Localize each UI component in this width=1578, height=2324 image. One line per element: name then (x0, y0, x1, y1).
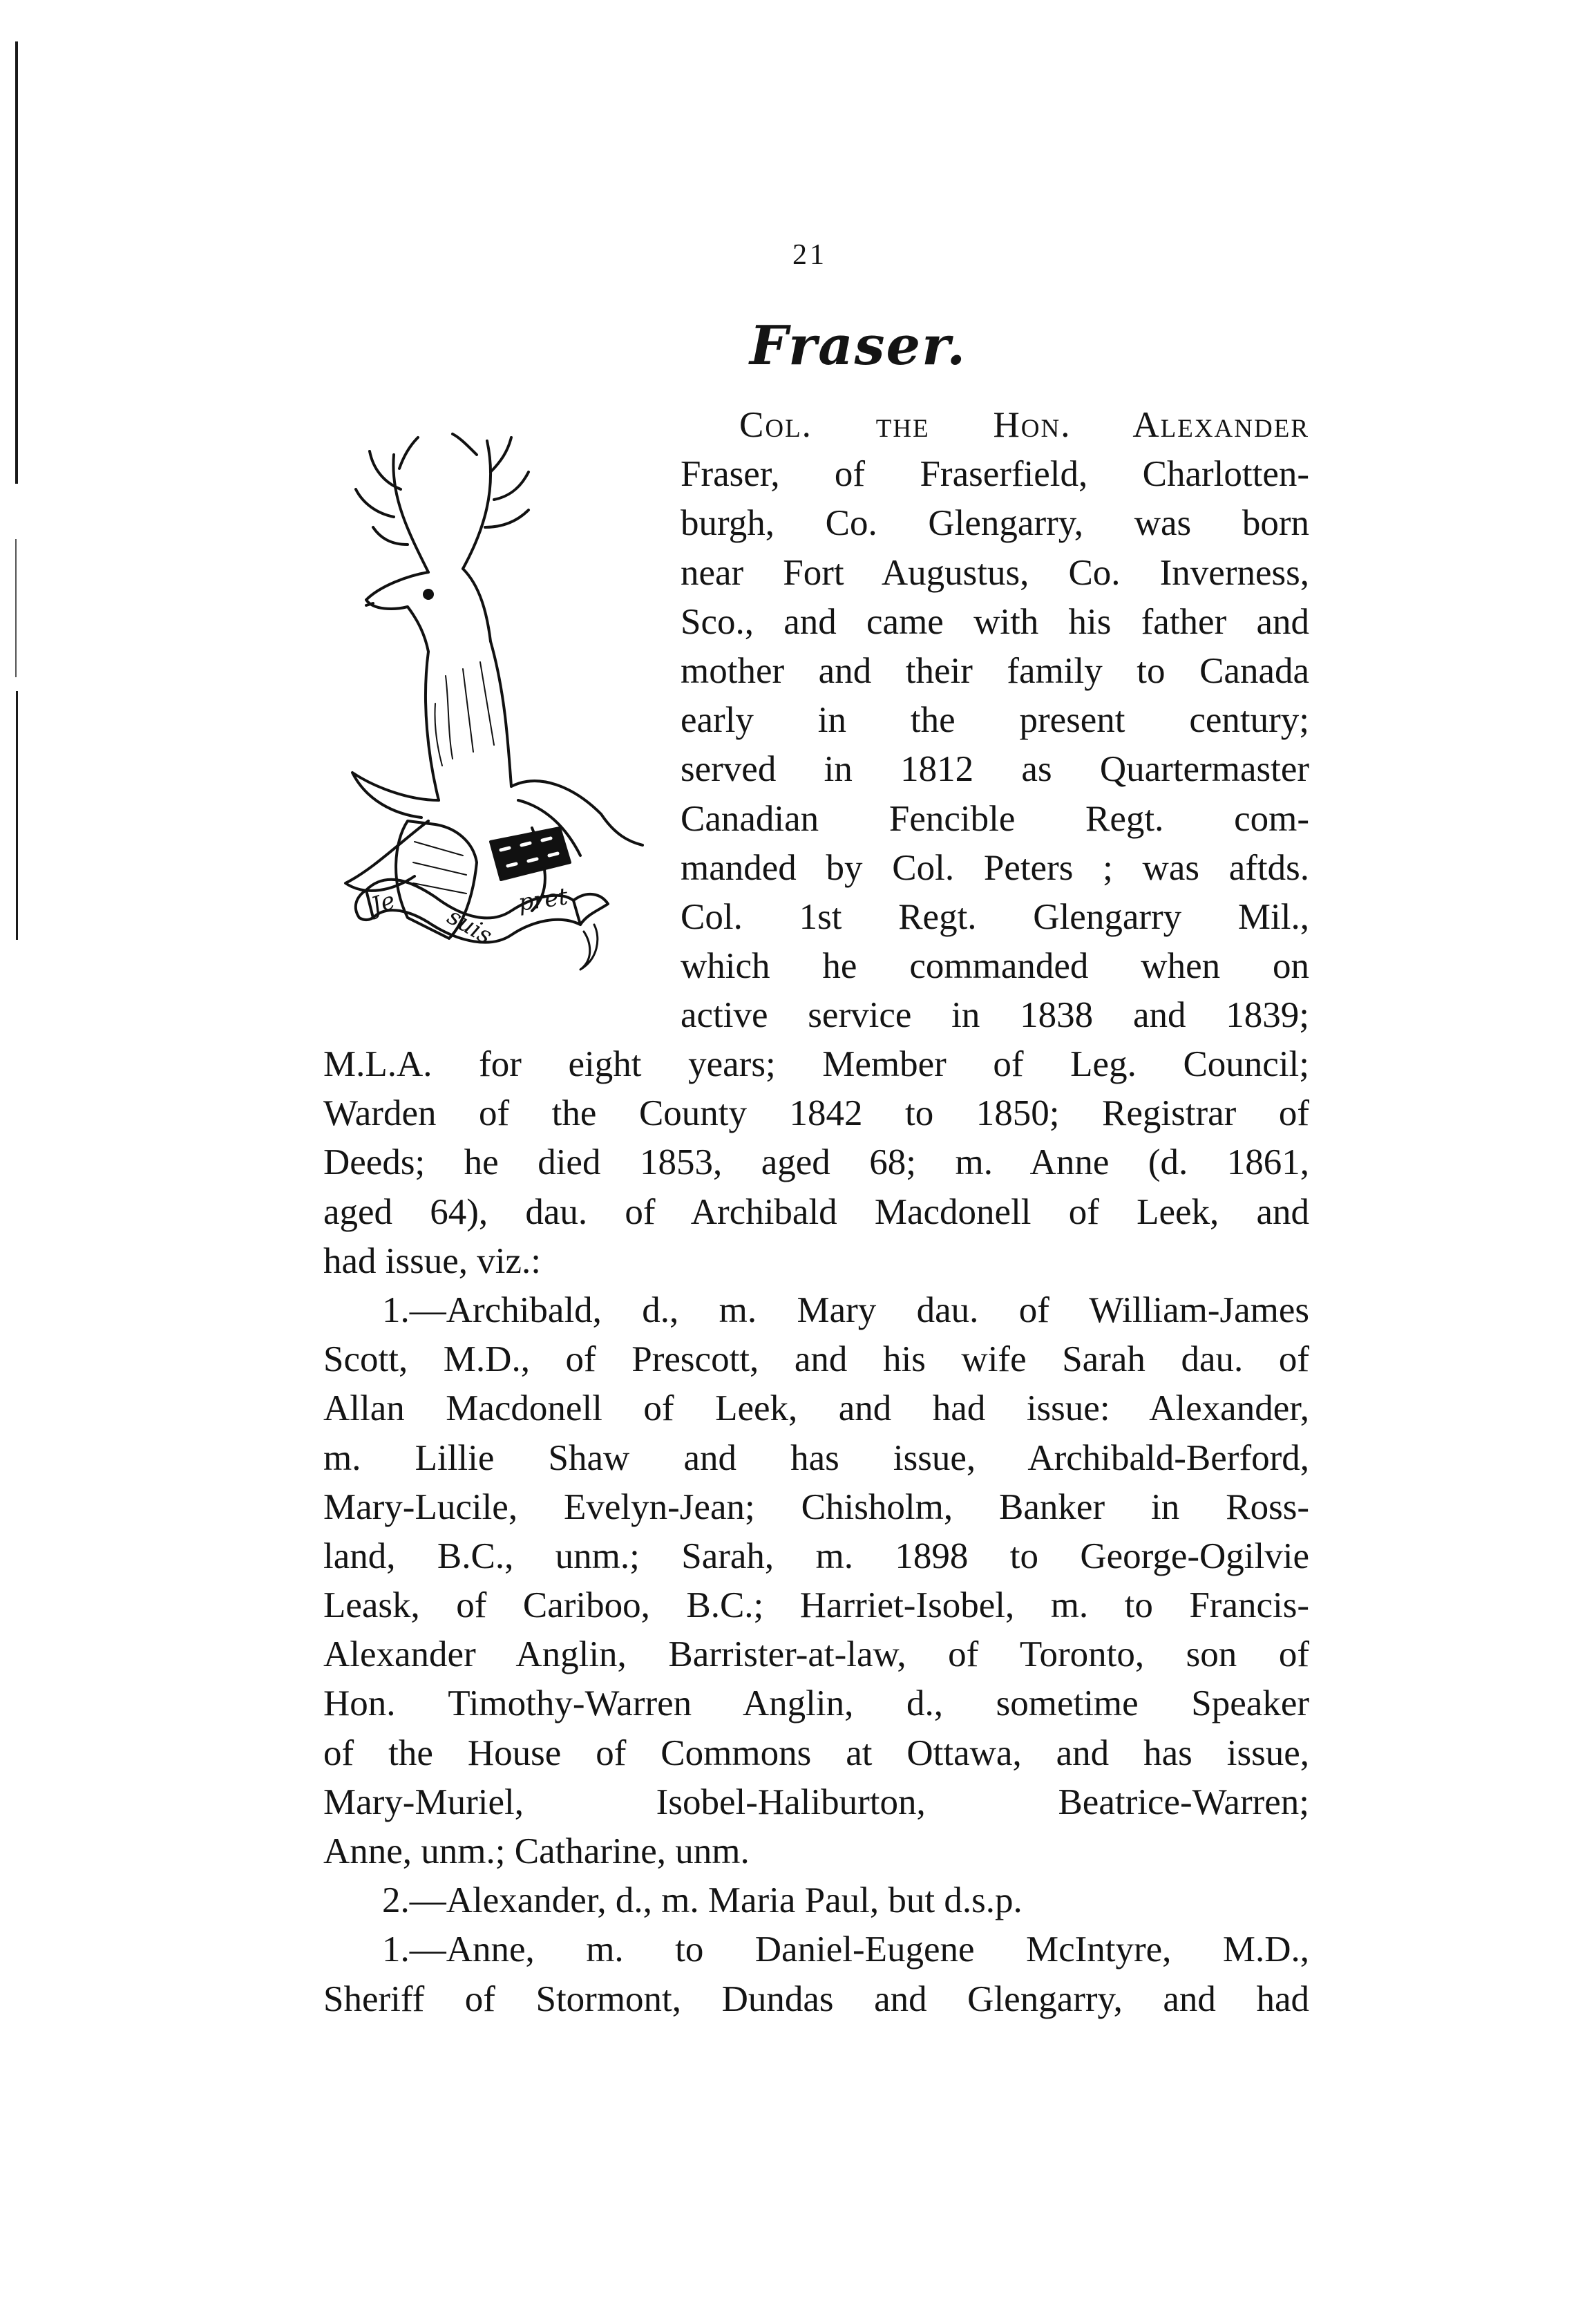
text-line: m. Lillie Shaw and has issue, Archibald-Berford, (323, 1437, 1309, 1478)
text-line: land, B.C., unm.; Sarah, m. 1898 to George-Ogilvie (323, 1536, 1309, 1576)
text-line: Sheriff of Stormont, Dundas and Glengarry, and had (323, 1978, 1309, 2019)
page-number: 21 (792, 239, 827, 271)
text-line: Mary-Lucile, Evelyn-Jean; Chisholm, Banker in Ross- (323, 1486, 1309, 1527)
text-line: Alexander Anglin, Barrister-at-law, of Toronto, son of (323, 1634, 1309, 1675)
text-line: Anne, unm.; Catharine, unm. (323, 1831, 750, 1871)
scan-edge-line (15, 41, 18, 484)
text-line: active service in 1838 and 1839; (681, 995, 1309, 1036)
text-line: aged 64), dau. of Archibald Macdonell of Leek, and (323, 1191, 1309, 1232)
text-line: burgh, Co. Glengarry, was born (681, 503, 1309, 544)
scan-edge-line (15, 539, 17, 677)
text-line: 1.—Archibald, d., m. Mary dau. of William-James (382, 1289, 1309, 1330)
text-line: Allan Macdonell of Leek, and had issue: Alexander, (323, 1388, 1309, 1429)
crest-stag-head-icon (325, 413, 656, 980)
text-line: early in the present century; (681, 700, 1309, 741)
motto-word: pret (516, 882, 570, 917)
text-line: manded by Col. Peters ; was aftds. (681, 847, 1309, 888)
motto-word: suis (442, 903, 497, 950)
text-line: 1.—Anne, m. to Daniel-Eugene McIntyre, M.D., (382, 1929, 1309, 1970)
body-paragraphs (323, 1040, 1309, 2024)
scan-edge-line (16, 691, 18, 940)
text-line: had issue, viz.: (323, 1240, 541, 1281)
text-line: Warden of the County 1842 to 1850; Registrar of (323, 1093, 1309, 1134)
text-line: near Fort Augustus, Co. Inverness, (681, 552, 1309, 593)
text-line: served in 1812 as Quartermaster (681, 749, 1309, 790)
motto-word: Je (368, 887, 399, 920)
text-line: Canadian Fencible Regt. com- (681, 798, 1309, 839)
intro-paragraph (681, 401, 1309, 1040)
text-line: Deeds; he died 1853, aged 68; m. Anne (d. 1861, (323, 1142, 1309, 1183)
text-line: Hon. Timothy-Warren Anglin, d., sometime Speaker (323, 1683, 1309, 1724)
text-line: M.L.A. for eight years; Member of Leg. Council; (323, 1044, 1309, 1084)
text-line: Scott, M.D., of Prescott, and his wife Sarah dau. of (323, 1339, 1309, 1380)
text-line: which he commanded when on (681, 946, 1309, 987)
text-line: Sco., and came with his father and (681, 601, 1309, 642)
text-line: 2.—Alexander, d., m. Maria Paul, but d.s.p. (382, 1880, 1023, 1921)
text-line: Leask, of Cariboo, B.C.; Harriet-Isobel, m. to Francis- (323, 1585, 1309, 1626)
text-line: Col. 1st Regt. Glengarry Mil., (681, 896, 1309, 937)
text-line: Mary-Muriel, Isobel-Haliburton, Beatrice-Warren; (323, 1782, 1309, 1822)
page-title: Fraser. (750, 314, 967, 377)
text-line: Col. the Hon. Alexander (739, 405, 1309, 445)
text-line: of the House of Commons at Ottawa, and has issue, (323, 1732, 1309, 1773)
text-line: mother and their family to Canada (681, 650, 1309, 691)
text-line: Fraser, of Fraserfield, Charlotten- (681, 454, 1309, 495)
